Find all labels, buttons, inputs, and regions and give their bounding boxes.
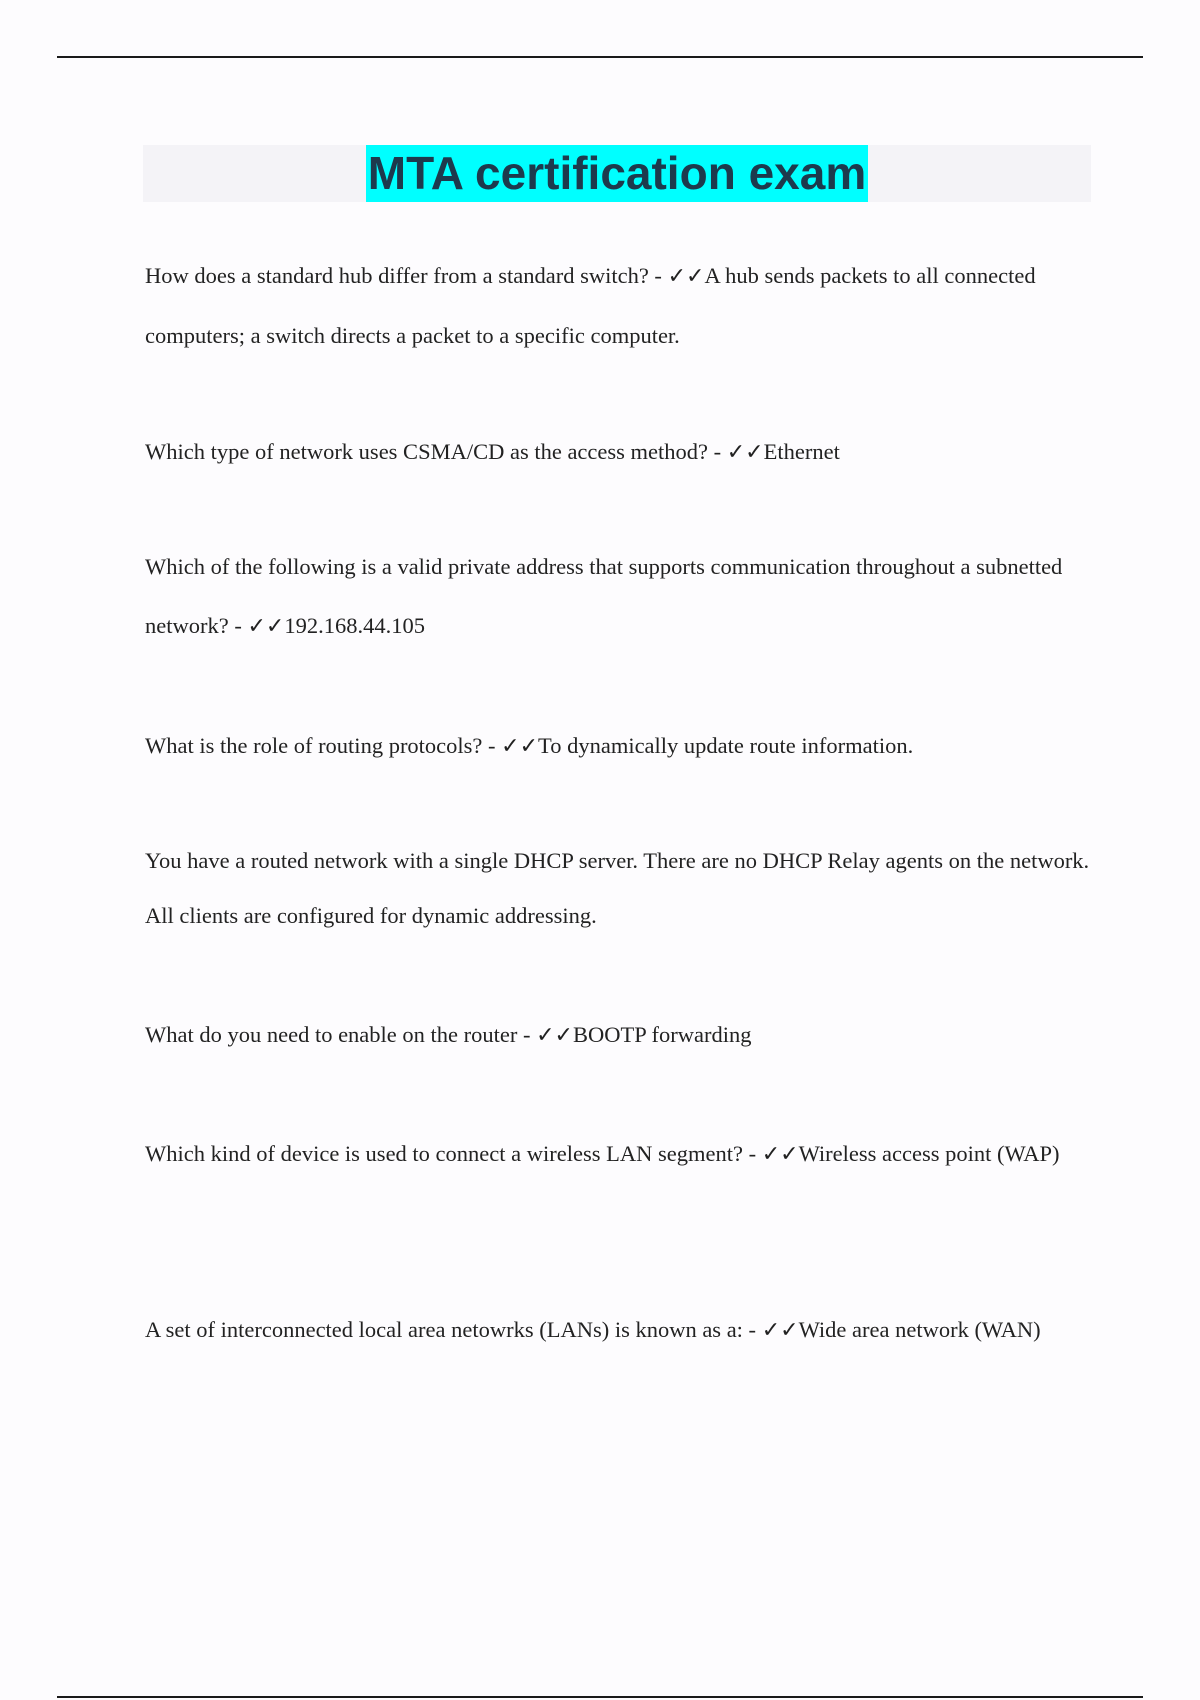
title-band: [143, 145, 1091, 202]
question-text: Which of the following is a valid private address that supports communication throughout a subnetted network? -: [145, 554, 1063, 638]
question-text: A set of interconnected local area netowrks (LANs) is known as a: -: [145, 1317, 762, 1342]
qa-item-8: [145, 1300, 1105, 1360]
qa-item-1: [145, 246, 1105, 365]
answer-text: Wireless access point (WAP): [798, 1141, 1060, 1166]
check-mark-icon: ✓✓: [501, 734, 539, 759]
qa-item-7: [145, 1124, 1105, 1184]
qa-item-6: [145, 1005, 1105, 1065]
page-title: MTA certification exam: [366, 145, 868, 202]
qa-item-5: [145, 833, 1105, 943]
question-text: What is the role of routing protocols? -: [145, 733, 502, 758]
answer-text: A hub sends packets to all connected computers; a switch directs a packet to a specific computer.: [145, 263, 1036, 348]
top-rule: [57, 56, 1143, 58]
question-text: What do you need to enable on the router -: [145, 1022, 537, 1047]
question-text: You have a routed network with a single DHCP server. There are no DHCP Relay agents on the network. All clients are configured for dynamic addressing.: [145, 848, 1090, 928]
question-text: Which kind of device is used to connect a wireless LAN segment? -: [145, 1141, 762, 1166]
check-mark-icon: ✓✓: [761, 1318, 799, 1343]
qa-item-2: [145, 422, 1105, 482]
bottom-rule: [57, 1696, 1143, 1698]
check-mark-icon: ✓✓: [761, 1142, 799, 1167]
answer-text: Ethernet: [763, 439, 840, 464]
qa-item-3: [145, 537, 1105, 656]
check-mark-icon: ✓✓: [536, 1023, 573, 1048]
answer-text: BOOTP forwarding: [573, 1022, 752, 1047]
answer-text: To dynamically update route information.: [538, 733, 914, 758]
answer-text: Wide area network (WAN): [798, 1317, 1041, 1342]
question-text: Which type of network uses CSMA/CD as the access method? -: [145, 439, 727, 464]
question-text: How does a standard hub differ from a standard switch? -: [145, 263, 668, 288]
answer-text: 192.168.44.105: [284, 613, 425, 638]
check-mark-icon: ✓✓: [667, 264, 705, 289]
check-mark-icon: ✓✓: [726, 440, 764, 465]
check-mark-icon: ✓✓: [247, 614, 285, 639]
qa-item-4: [145, 716, 1105, 776]
